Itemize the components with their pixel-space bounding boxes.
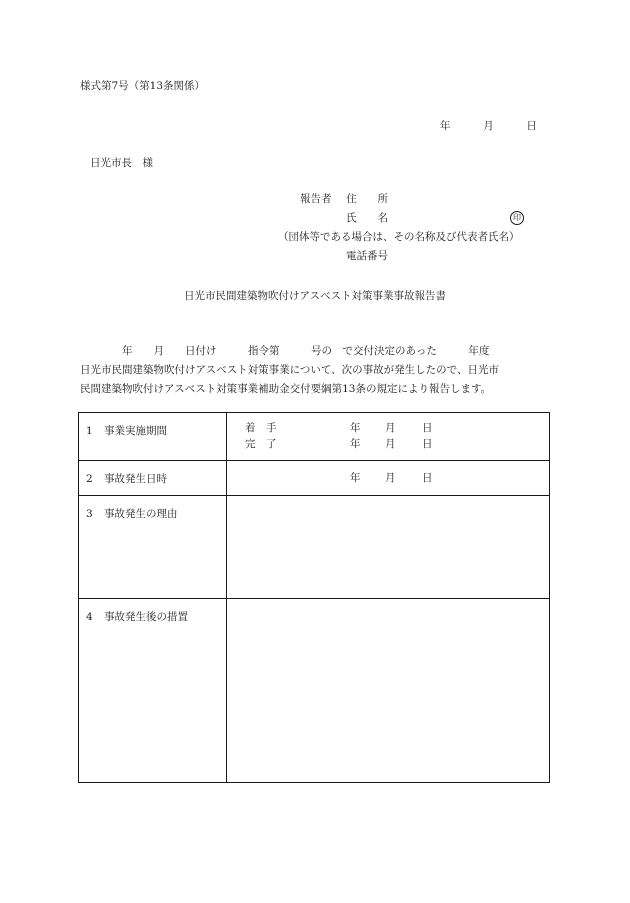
row-number: 1 <box>86 425 93 437</box>
accident-date-cell <box>227 461 550 496</box>
accident-reason-cell <box>227 496 550 599</box>
reporter-label: 報告者 <box>300 193 332 205</box>
row-label <box>79 599 227 783</box>
report-date-year: 年 <box>440 120 451 132</box>
report-date <box>440 120 537 133</box>
end-label: 完 了 <box>245 438 277 450</box>
row-label <box>79 496 227 599</box>
body-line-1: 年 月 日付け 指令第 号の で交付決定のあった 年度 <box>80 345 490 357</box>
phone-label: 電話番号 <box>346 250 388 262</box>
table-row <box>79 496 550 599</box>
name-label: 氏 名 <box>346 212 388 224</box>
post-accident-measures-cell <box>227 599 550 783</box>
body-paragraph <box>80 342 550 399</box>
start-year: 年 <box>350 422 361 434</box>
row-label <box>79 461 227 496</box>
accident-month: 月 <box>385 472 396 484</box>
report-date-month: 月 <box>483 120 494 132</box>
row-number: 3 <box>86 508 93 520</box>
reporter-address-row <box>300 193 388 206</box>
project-period-cell <box>227 413 550 461</box>
end-day: 日 <box>422 438 433 450</box>
table-row <box>79 599 550 783</box>
accident-day: 日 <box>422 472 433 484</box>
row-label-text: 事故発生の理由 <box>104 508 178 520</box>
row-number: 4 <box>86 611 93 623</box>
end-year: 年 <box>350 438 361 450</box>
start-label: 着 手 <box>245 422 277 434</box>
row-label-text: 事故発生日時 <box>104 473 167 485</box>
report-date-day: 日 <box>526 120 537 132</box>
body-line-2: 日光市民間建築物吹付けアスベスト対策事業について、次の事故が発生したので、日光市 <box>80 364 499 376</box>
address-label: 住 所 <box>346 193 389 205</box>
row-label <box>79 413 227 461</box>
end-month: 月 <box>385 438 396 450</box>
row-label-text: 事業実施期間 <box>104 425 167 437</box>
reporter-note: （団体等である場合は、その名称及び代表者氏名） <box>278 231 520 243</box>
body-line-3: 民間建築物吹付けアスベスト対策事業補助金交付要綱第13条の規定により報告します。 <box>80 383 492 395</box>
row-label-text: 事故発生後の措置 <box>104 611 188 623</box>
seal-mark: 印 <box>510 211 524 225</box>
accident-year: 年 <box>350 472 361 484</box>
form-number: 様式第7号（第13条関係） <box>80 80 206 92</box>
table-row <box>79 413 550 461</box>
start-day: 日 <box>422 422 433 434</box>
row-number: 2 <box>86 473 93 485</box>
addressee: 日光市長 様 <box>90 157 153 169</box>
document-title: 日光市民間建築物吹付けアスベスト対策事業事故報告書 <box>183 290 447 302</box>
start-month: 月 <box>385 422 396 434</box>
table-row <box>79 461 550 496</box>
report-table <box>78 412 550 783</box>
